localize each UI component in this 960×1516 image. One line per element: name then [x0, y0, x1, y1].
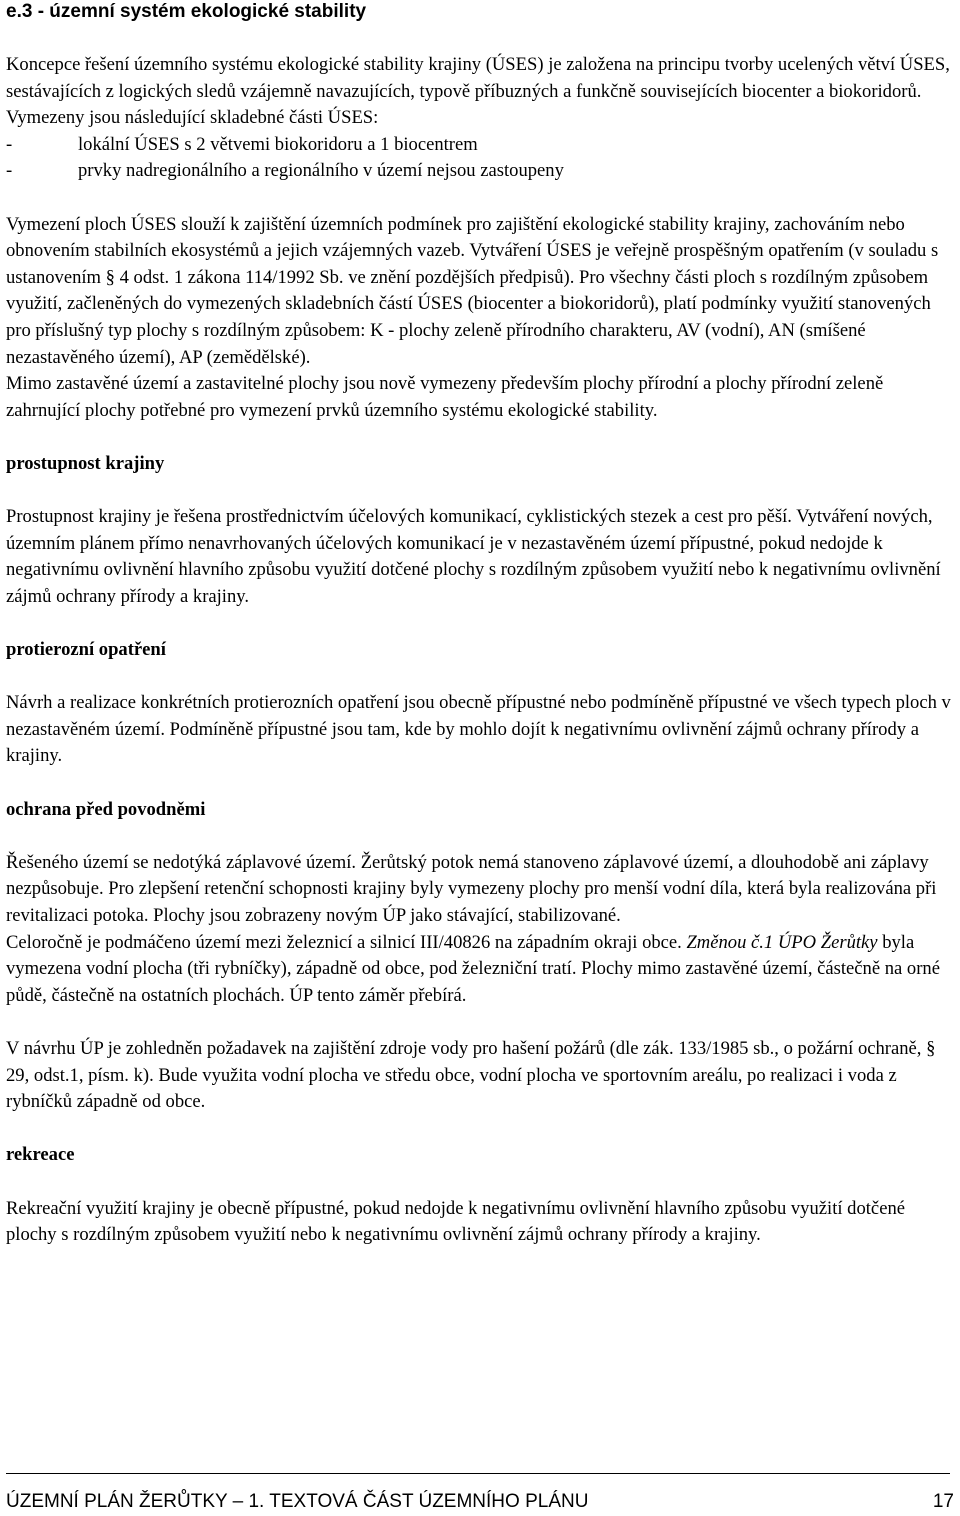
povodne-text-1: Řešeného území se nedotýká záplavové území. Žerůtský potok nemá stanoveno záplavové území, a dlouhodobě ani záplavy nezpůsobuje. Pro zlepšení retenční schopnosti krajiny byly vymezeny plochy pro menší vodní díla, která byla realizována při revitalizaci potoka. Plochy jsou zobrazeny novým ÚP jako stávající, stabilizované. [6, 851, 937, 926]
bullet-dash: - [6, 160, 13, 182]
bullet-text: lokální ÚSES s 2 větvemi biokoridoru a 1 biocentrem [78, 133, 478, 155]
heading-rekreace: rekreace [6, 1144, 75, 1166]
heading-protierozni: protierozní opatření [6, 639, 166, 661]
heading-povodne: ochrana před povodněmi [6, 798, 206, 820]
page-footer [6, 1473, 954, 1514]
uses-intro: Koncepce řešení územního systému ekologické stability krajiny (ÚSES) je založena na principu tvorby ucelených větví ÚSES, sestávajících z logických sledů vzájemně navazujících, typově příbuzných a funkčně souvisejících biocenter a biokoridorů. Vymezeny jsou následující skladebné části ÚSES: [6, 54, 950, 129]
section-title: e.3 - územní systém ekologické stability [6, 1, 367, 22]
document-page [6, 0, 956, 1249]
page-number: 17 [932, 1491, 954, 1512]
bullet-dash: - [6, 133, 13, 155]
footer-divider [6, 1473, 950, 1474]
povodne-text-3: V návrhu ÚP je zohledněn požadavek na zajištění zdroje vody pro hašení požárů (dle zák. 133/1985 sb., o požární ochraně, § 29, odst.1, písm. k). Bude využita vodní plocha ve středu obce, vodní plocha ve sportovním areálu, po realizaci i voda z rybníčků západně od obce. [6, 1037, 936, 1113]
uses-paragraph-3: Mimo zastavěné území a zastavitelné plochy jsou nově vymezeny především plochy přírodní a plochy přírodní zeleně zahrnující plochy potřebné pro vymezení prvků územního systému ekologické stability. [6, 373, 884, 421]
bullet-item [6, 132, 956, 159]
footer-title: ÚZEMNÍ PLÁN ŽERŮTKY – 1. TEXTOVÁ ČÁST ÚZEMNÍHO PLÁNU [6, 1491, 589, 1512]
povodne-text-2 [6, 930, 956, 1010]
prostupnost-text: Prostupnost krajiny je řešena prostřednictvím účelových komunikací, cyklistických stezek a cest pro pěší. Vytváření nových, územním plánem přímo nenavrhovaných účelových komunikací je v nezastavěném území přípustné, pokud nedojde k negativnímu ovlivnění hlavního způsobu využití dotčené plochy s rozdílným způsobem využití nebo k negativnímu ovlivnění zájmů ochrany přírody a krajiny. [6, 506, 941, 607]
bullet-item [6, 158, 956, 185]
rekreace-text: Rekreační využití krajiny je obecně přípustné, pokud nedojde k negativnímu ovlivnění hlavního způsobu využití dotčené plochy s rozdílným způsobem využití nebo k negativnímu ovlivnění zájmů ochrany přírody a krajiny. [6, 1197, 905, 1246]
povodne-text-2b: byla vymezena vodní plocha (tři rybníčky), západně od obce, pod železniční tratí. Plochy mimo zastavěné území, částečně na orné půdě, částečně na ostatních plochách. ÚP tento záměr přebírá. [6, 931, 940, 1006]
bullet-text: prvky nadregionálního a regionálního v území nejsou zastoupeny [78, 160, 564, 182]
povodne-text-2-italic: Změnou č.1 ÚPO Žerůtky [686, 931, 878, 953]
heading-prostupnost: prostupnost krajiny [6, 452, 165, 474]
protierozni-text: Návrh a realizace konkrétních protierozních opatření jsou obecně přípustné nebo podmíněně přípustné ve všech typech ploch v nezastavěném území. Podmíněně přípustné jsou tam, kde by mohlo dojít k negativnímu ovlivnění zájmů ochrany přírody a krajiny. [6, 692, 951, 767]
povodne-text-2a: Celoročně je podmáčeno území mezi železnicí a silnicí III/40826 na západním okraji obce. [6, 931, 687, 953]
uses-paragraph-2: Vymezení ploch ÚSES slouží k zajištění územních podmínek pro zajištění ekologické stability krajiny, zachováním nebo obnovením stabilních ekosystémů a jejich vzájemných vazeb. Vytváření ÚSES je veřejně prospěšným opatřením (v souladu s ustanovením § 4 odst. 1 zákona 114/1992 Sb. ve znění pozdějších předpisů). Pro všechny části ploch s rozdílným způsobem využití, začleněných do vymezených skladebních částí ÚSES (biocenter a biokoridorů), platí podmínky využití stanovených pro příslušný typ plochy s rozdílným způsobem: K - plochy zeleně přírodního charakteru, AV (vodní), AN (smíšené nezastavěného území), AP (zemědělské). [6, 213, 939, 368]
